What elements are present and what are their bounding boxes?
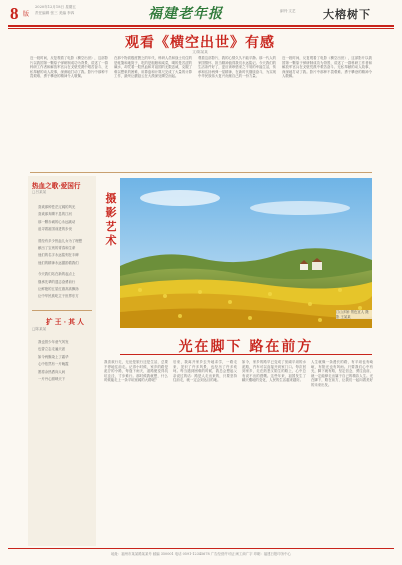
poetry-author: □吕某某 [32, 190, 47, 194]
footer-text: 地址：福州市某某路某某号 邮编 350001 电话 0591-12345678 广告经营许可证 闽工商广字 印刷：福建日报印务中心 [111, 552, 291, 556]
poem-line: 心中依然有一片晚霞 [38, 362, 69, 367]
article2-column-2: 后来，我离开家乡去外地求学，一路走来，见识了许多风景，也经历了许多坎坷。每当遇到困难的时候，我总会想起父亲说过的话：路是人走出来的，只要坚持往前走，就一定会到达目的地。 [173, 360, 237, 383]
poem-line: 让鲜艳的五星红旗高高飘扬 [38, 287, 79, 292]
landscape-photo-graphic [120, 178, 372, 328]
poem-line: 喜欢那奔腾不息的江河 [38, 212, 72, 217]
header-rule [8, 25, 394, 27]
poem-line: 他们的名字永远铭刻在丰碑 [38, 253, 79, 258]
article1-column-3: 观看这部影片，我的心情久久不能平静。那一代人的家国情怀、担当精神值得我们永远铭记。今天我们的生活条件好了，更应该珍惜来之不易的幸福生活，传承和弘扬两弹一星精神，在新时代继续奋斗，为实现中华民族伟大复兴贡献自己的一份力量。 [198, 56, 276, 79]
poem-line: 喜欢那种苍茫辽阔的风光 [38, 205, 76, 209]
article1-column-4: 近一段时间，反复观看了电影《横空出世》，这部影片以我国第一颗原子弹研制成功为背景，讲述了一群科研工作者和解放军官兵在戈壁荒漠中艰苦奋斗、无私奉献的动人故事，深深地打动了我。影片中那种不畏艰难、勇于攀登的精神令人敬佩。 [282, 56, 372, 79]
article2-title: 光在脚下 路在前方 [178, 339, 314, 355]
page-number: 8 [10, 4, 19, 23]
article2-column-4: 人生就像一条漫长的路，有平坦也有崎岖，有阳光也有风雨。只要我们心中有光，脚下就有路，坚定信念，勇往直前，就一定能够走出属于自己的精彩人生。光在脚下，路在前方，让我们一起向着美好的未来出发。 [311, 360, 373, 387]
article2-column-1: 我喜欢行走，无论是旅行还是生活，总要不停地往前走。记得小时候，家乡的路是泥泞的小路，每逢下雨天，道路便变得坑坑洼洼，寸步难行。那时候我就想，什么时候能走上一条平坦宽阔的大路呢？ [104, 360, 168, 383]
poem-line: 他们的精神永远激励着我们 [38, 260, 79, 265]
left-sidebar [28, 176, 96, 546]
page-label: 版 [23, 11, 30, 18]
article1-author: 文/陈某某 [192, 50, 208, 54]
brand-logo: 福建老年报 [148, 6, 223, 22]
editor-line: 责任编辑 张三 美编 李四 [35, 11, 75, 15]
poem-line: 让中华民族屹立于世界东方 [38, 294, 79, 299]
article1-title: 观看《横空出世》有感 [125, 35, 275, 51]
poem-line: 我也曾少年意气风发 [38, 340, 69, 344]
poem-line: 愿将余热洒向人间 [38, 369, 66, 374]
article1-column-1: 近一段时间，反复观看了电影《横空出世》，这部影片以我国第一颗原子弹研制成功为背景，讲述了一群科研工作者和解放军官兵在戈壁荒漠中艰苦奋斗、无私奉献的动人故事，深深地打动了我。影片中那种不畏艰难、勇于攀登的精神令人敬佩。 [30, 56, 108, 79]
poem2-heading: 扩 王 · 其 人 [46, 318, 84, 326]
poem-line: 也曾立志走遍天涯 [38, 347, 66, 352]
section-divider [30, 172, 372, 173]
footer-rule [8, 548, 394, 549]
poem-line: 继承先辈的遗志奋勇前行 [38, 279, 76, 284]
poem-line: 献出了宝贵的青春和生命 [38, 246, 76, 251]
article1-column-2: 在那个物质极度匮乏的年代，科研人员和战士们住的是帐篷和地窝子，吃的是粗粮和咸菜，喝的是苦涩的碱水，却凭着一腔热血和对祖国的无限忠诚，克服了难以想象的困难，用算盘和计算尺完成了大量的计算工作，最终让蘑菇云在大漠深处腾空而起。 [114, 56, 192, 79]
poetry-heading: 热血之歌·爱国行 [32, 182, 81, 190]
poem-line: 今天我们站在新的起点上 [38, 272, 76, 277]
poem-line: 追寻着祖国前进的步伐 [38, 227, 72, 232]
article2-column-3: 如今，家乡的路早已变成了宽阔平坦的水泥路，汽车可以直接开到家门口。每次回到家乡，走在熟悉又陌生的路上，心中总有说不出的感慨。这些年来，祖国发生了翻天覆地的变化，人民的生活越来越好。 [242, 360, 306, 383]
column-title: 大榕树下 [323, 8, 371, 21]
poetry-lines [38, 204, 92, 301]
poem-line: 一片丹心照映天下 [38, 377, 66, 382]
photo-vertical-label: 摄影艺术 [105, 192, 117, 247]
column-tag: 副刊·文艺 [280, 9, 296, 13]
header-rule-thin [8, 28, 394, 29]
poem-line: 那一颗赤诚的心永远跳动 [38, 219, 76, 224]
page-header [0, 0, 402, 26]
photo-caption: 江山多娇 景色宜人 摄影 王某某 [336, 310, 372, 319]
poem2-author: □陈某某 [32, 327, 47, 331]
poem2-lines [38, 339, 92, 383]
sidebar-divider [32, 310, 92, 311]
poem-line: 曾经有多少热血儿女为了理想 [38, 238, 83, 243]
poem-line: 如今两鬓染上了霜华 [38, 354, 69, 359]
date-line: 2020年12月18日 星期五 [35, 5, 76, 9]
landscape-photo [120, 178, 372, 328]
article2-title-rule [120, 354, 372, 355]
